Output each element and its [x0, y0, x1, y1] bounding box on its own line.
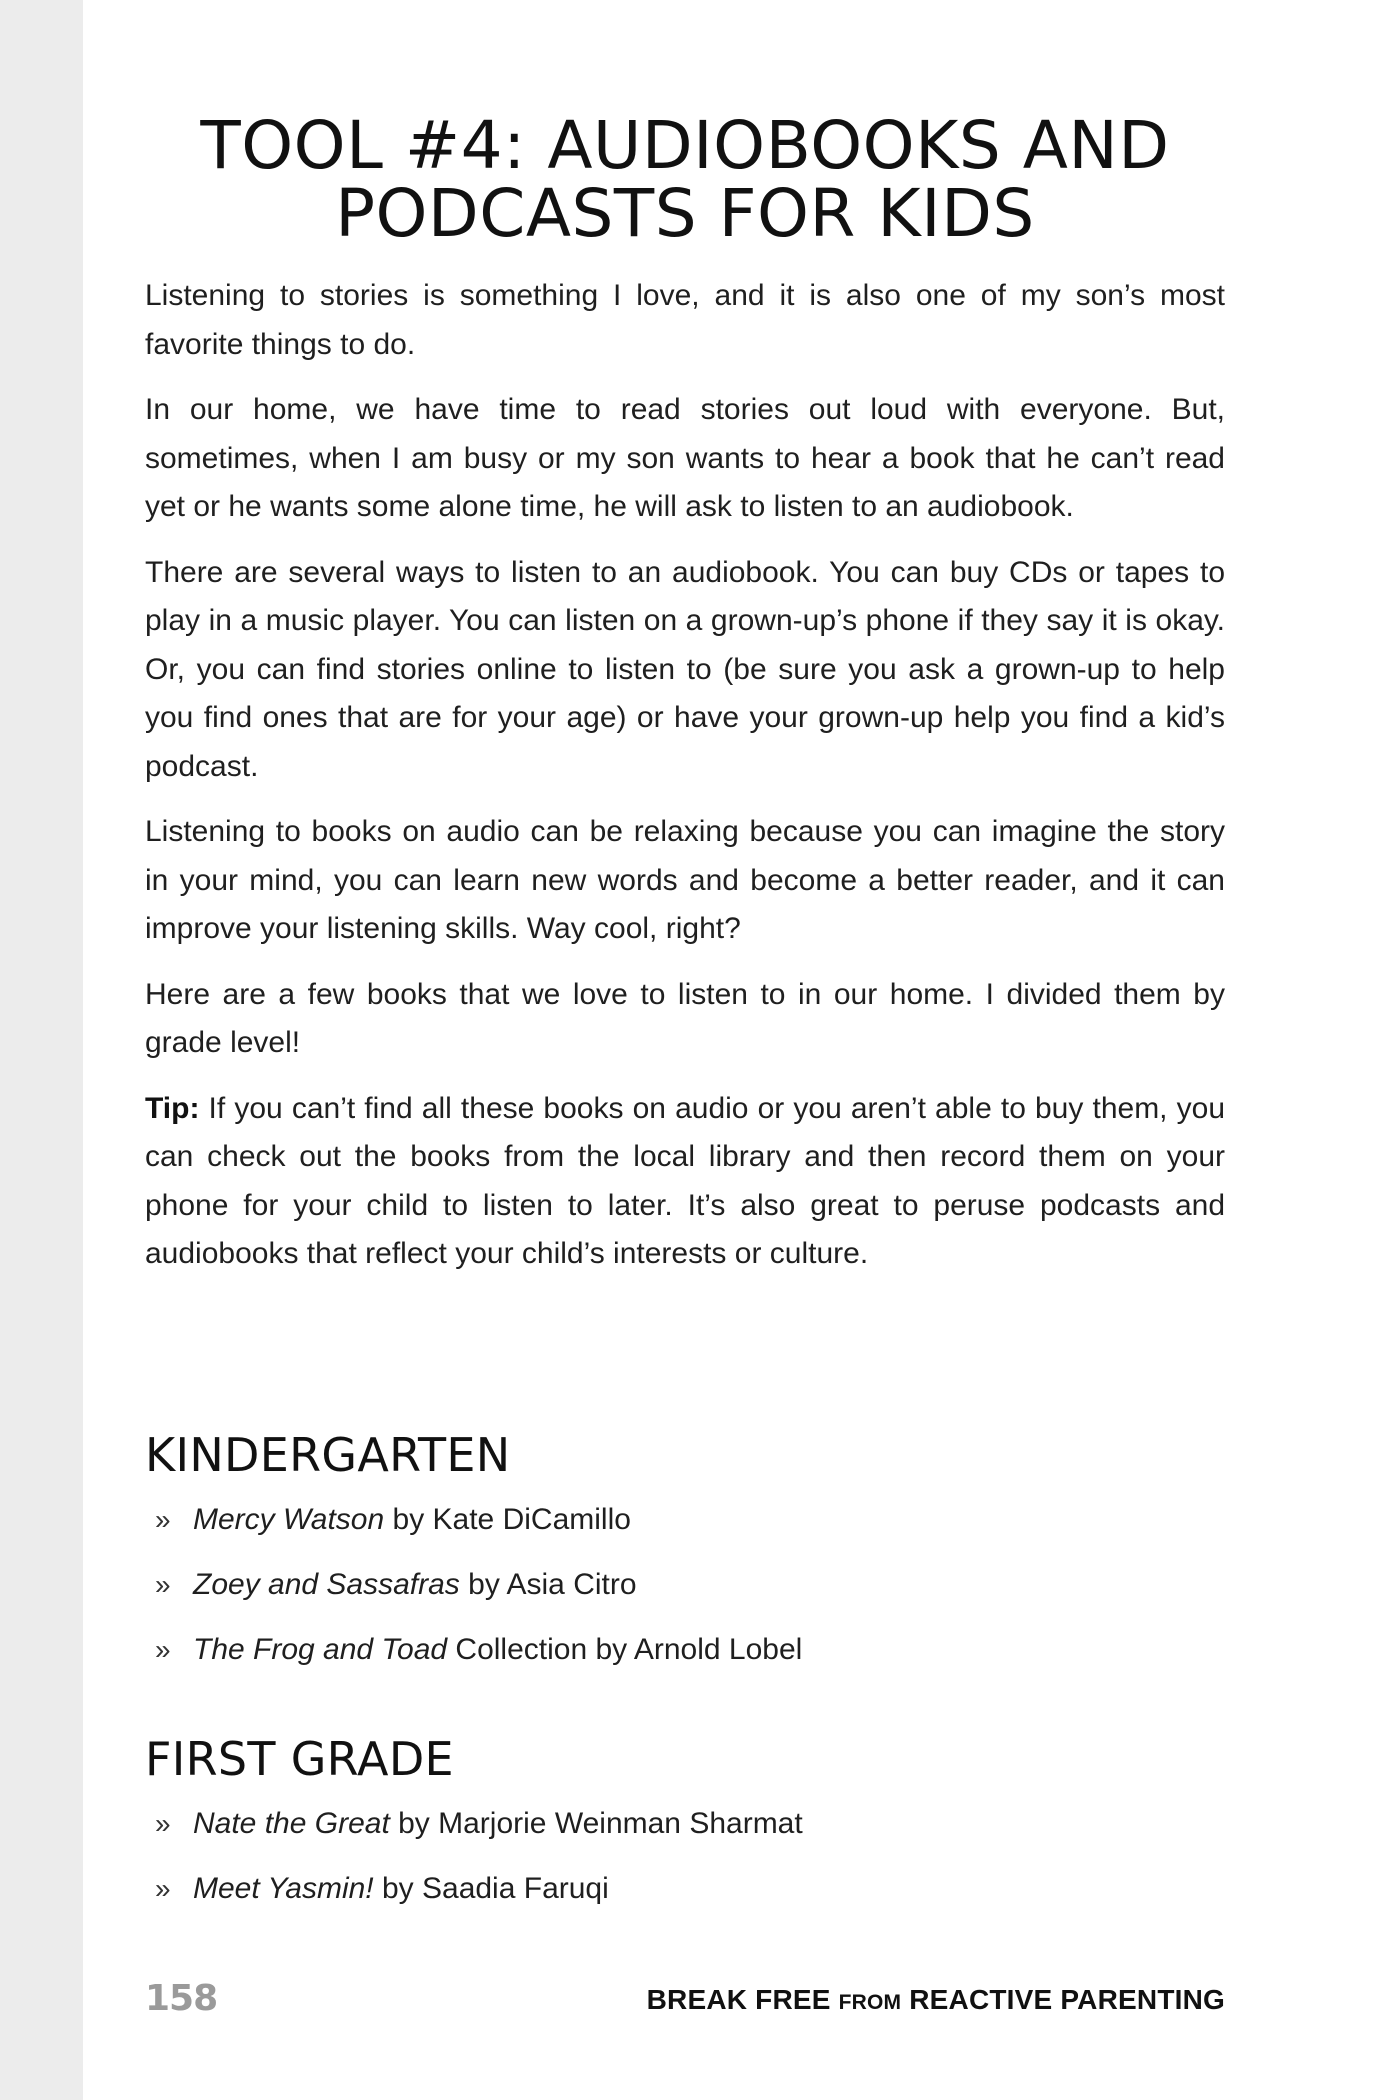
book-title: Nate the Great — [193, 1807, 390, 1840]
book-author: Collection by Arnold Lobel — [447, 1633, 803, 1666]
book-title-part-2: FROM — [838, 1991, 902, 2014]
bullet-icon: » — [155, 1504, 171, 1535]
list-item — [145, 1626, 1225, 1674]
kindergarten-section — [145, 1428, 1225, 1691]
running-book-title — [647, 1984, 1225, 2016]
title-line-2: PODCASTS FOR KIDS — [335, 175, 1035, 252]
bullet-icon: » — [155, 1873, 171, 1904]
list-item — [145, 1561, 1225, 1609]
list-item — [145, 1496, 1225, 1544]
first-grade-section — [145, 1732, 1225, 1930]
book-title: Mercy Watson — [193, 1503, 385, 1536]
list-item — [145, 1865, 1225, 1913]
first-grade-heading: FIRST GRADE — [145, 1732, 454, 1786]
paragraph-5: Here are a few books that we love to listen to in our home. I divided them by grade level! — [145, 977, 1225, 1059]
book-author: by Marjorie Weinman Sharmat — [389, 1807, 803, 1840]
page-footer — [145, 1978, 1225, 2018]
tip-paragraph — [145, 1085, 1225, 1279]
page-title — [145, 107, 1225, 252]
first-grade-list — [145, 1800, 1225, 1913]
title-line-1: TOOL #4: AUDIOBOOKS AND — [200, 107, 1170, 184]
kindergarten-heading: KINDERGARTEN — [145, 1428, 511, 1482]
paragraph-4: Listening to books on audio can be relaxing because you can imagine the story in your mind, you can learn new words and become a better reader, and it can improve your listening skills. Way cool, right? — [145, 815, 1225, 945]
paragraph-2: In our home, we have time to read stories out loud with everyone. But, sometimes, when I am busy or my son wants to hear a book that he can’t read yet or he wants some alone time, he will ask to listen to an audiobook. — [145, 393, 1225, 523]
book-author: by Saadia Faruqi — [373, 1872, 609, 1905]
tip-text: If you can’t find all these books on audio or you aren’t able to buy them, you can check out the books from the local library and then record them on your phone for your child to listen to later. It’s also great to peruse podcasts and audiobooks that reflect your child’s interests or culture. — [145, 1091, 1225, 1270]
book-title: The Frog and Toad — [193, 1633, 448, 1666]
paragraph-1: Listening to stories is something I love, and it is also one of my son’s most favorite things to do. — [145, 279, 1225, 361]
body-text — [145, 272, 1225, 1296]
kindergarten-list — [145, 1496, 1225, 1674]
list-item — [145, 1800, 1225, 1848]
book-title-part-1: BREAK FREE — [646, 1984, 839, 2015]
bullet-icon: » — [155, 1808, 171, 1839]
book-title: Meet Yasmin! — [193, 1872, 374, 1905]
book-title: Zoey and Sassafras — [193, 1568, 460, 1601]
page-gutter — [0, 0, 83, 2100]
book-author: by Asia Citro — [459, 1568, 637, 1601]
bullet-icon: » — [155, 1634, 171, 1665]
tip-label: Tip: — [145, 1091, 200, 1125]
bullet-icon: » — [155, 1569, 171, 1600]
book-title-part-3: REACTIVE PARENTING — [901, 1984, 1225, 2015]
page-number: 158 — [145, 1978, 218, 2019]
paragraph-3: There are several ways to listen to an audiobook. You can buy CDs or tapes to play in a music player. You can listen on a grown-up’s phone if they say it is okay. Or, you can find stories online to listen to (be sure you ask a grown-up to help you find ones that are for your age) or have your grown-up help you find a kid’s podcast. — [145, 555, 1225, 783]
book-author: by Kate DiCamillo — [384, 1503, 631, 1536]
